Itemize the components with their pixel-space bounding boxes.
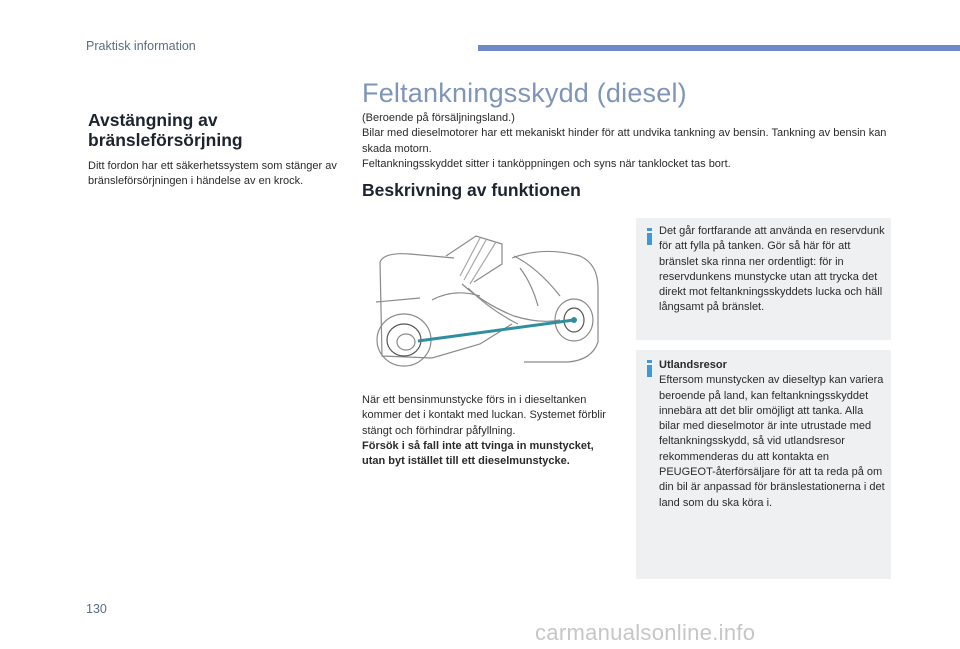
header-bar [478,45,960,51]
left-heading-line1: Avstängning av [88,110,218,130]
info-note-travel-abroad [636,350,891,579]
note-body: Det går fortfarande att använda en reservdunk för att fylla på tanken. Gör så här för att bränslet ska rinna ner ordentligt: för in reservdunkens munstycke utan att trycka det direkt mot feltankningsskyddets lucka och häll långsamt på bränslet. [659,225,885,314]
main-title: Feltankningsskydd (diesel) [362,78,687,108]
left-body: Ditt fordon har ett säkerhetssystem som stänger av bränsleförsörjningen i händelse av en krock. [88,160,337,187]
page-number: 130 [86,602,107,616]
description-paragraph: När ett bensinmunstycke förs in i dieseltanken kommer det i kontakt med luckan. Systemet förblir stängt och förhindrar påfyllning. [362,394,606,437]
note-title: Utlandsresor [659,359,727,371]
section-header: Praktisk information [86,39,196,53]
intro-line-1: (Beroende på försäljningsland.) [362,112,515,124]
note-body: Eftersom munstycken av dieseltyp kan variera beroende på land, kan feltankningsskyddet innebära att det blir omöjligt att tanka. Alla bilar med dieselmotor är inte utrustade med feltankningsskydd, så vid utlandsresor rekommenderas du att kontakta en PEUGEOT-återförsäljare för att ta reda på om din bil är anpassad för bränslestationerna i det land som du ska köra i. [659,374,885,509]
watermark: carmanualsonline.info [535,620,756,645]
info-note-reserve-can [636,218,891,340]
fuel-filler-illustration [362,224,622,374]
description-block [362,393,617,469]
main-intro [362,111,902,172]
left-heading [88,110,338,150]
left-heading-line2: bränsleförsörjning [88,130,243,150]
sub-heading: Beskrivning av funktionen [362,180,581,200]
intro-line-3: Feltankningsskyddet sitter i tanköppningen och syns när tanklocket tas bort. [362,157,731,170]
intro-line-2: Bilar med dieselmotorer har ett mekaniskt hinder för att undvika tankning av bensin. Tankning av bensin kan skada motorn. [362,127,887,155]
warning-paragraph: Försök i så fall inte att tvinga in munstycket, utan byt istället till ett dieselmunstycke. [362,439,594,468]
